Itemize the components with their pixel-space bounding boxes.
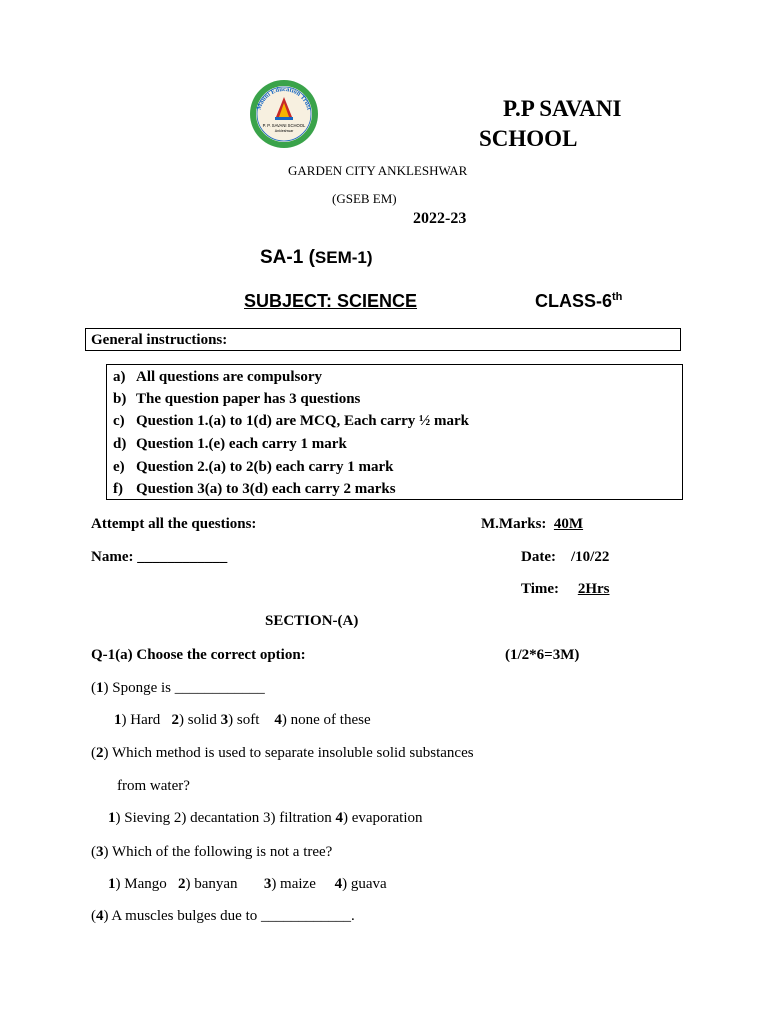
exam-main: SA-1 ( [260,247,315,268]
question-1: (1) Sponge is ____________ [91,680,265,696]
question-2: (2) Which method is used to separate insoluble solid substances [91,745,474,761]
time-field: Time: 2Hrs [521,581,610,597]
question-2-options: 1) Sieving 2) decantation 3) filtration 4) evaporation [108,810,423,826]
date-field: Date: /10/22 [521,549,610,565]
attempt-instruction: Attempt all the questions: [91,516,257,532]
section-title: SECTION-(A) [265,613,359,629]
school-name-line2: SCHOOL [479,126,578,151]
class-label: CLASS-6 [535,291,613,311]
question-2-continued: from water? [117,778,190,794]
instruction-item: f) Question 3(a) to 3(d) each carry 2 marks [113,481,396,497]
academic-year: 2022-23 [413,210,467,227]
question-4: (4) A muscles bulges due to ____________. [91,908,355,924]
time-value: 2Hrs [577,581,610,597]
school-logo [248,77,320,151]
logo-text-city: Ankleshwar [274,129,294,133]
class-title [535,291,622,312]
exam-title [260,247,373,269]
question-3-options: 1) Mango 2) banyan 3) maize 4) guava [108,876,387,892]
question-marks: (1/2*6=3M) [505,647,580,663]
subject-title: SUBJECT: SCIENCE [244,291,418,311]
instruction-item: c) Question 1.(a) to 1(d) are MCQ, Each carry ½ mark [113,413,470,429]
max-marks-value: 40M [553,516,584,532]
logo-text-bottom: P. P. SAVANI SCHOOL [262,123,306,128]
name-field: Name: ____________ [91,549,228,565]
instruction-item: a) All questions are compulsory [113,369,322,385]
logo-text-top: Mauni Education Trust [255,85,313,111]
question-3: (3) Which of the following is not a tree? [91,844,333,860]
question-heading: Q-1(a) Choose the correct option: [91,647,306,663]
exam-sem: SEM-1) [314,248,373,267]
max-marks: M.Marks: 40M [481,516,584,532]
school-board: (GSEB EM) [332,191,397,206]
instruction-item: e) Question 2.(a) to 2(b) each carry 1 mark [113,459,394,475]
instruction-item: d) Question 1.(e) each carry 1 mark [113,436,347,452]
date-value: /10/22 [570,549,610,565]
question-1-options: 1) Hard 2) solid 3) soft 4) none of these [114,712,371,728]
school-name-line1: P.P SAVANI [503,96,622,121]
general-instructions-title: General instructions: [91,332,228,348]
instruction-item: b) The question paper has 3 questions [113,391,361,407]
school-location: GARDEN CITY ANKLESHWAR [288,163,468,178]
class-sup: th [612,291,623,303]
